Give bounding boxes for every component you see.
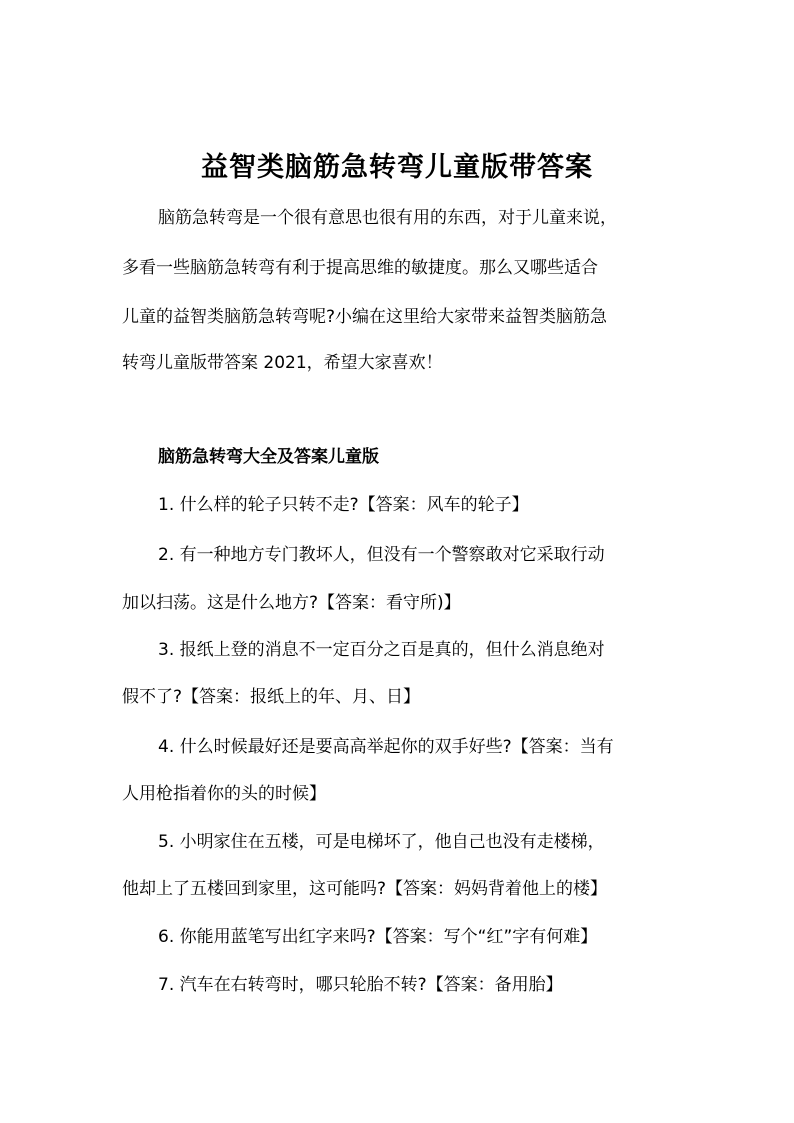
riddle-1: 1. 什么样的轮子只转不走?【答案：风车的轮子】 [158,495,529,515]
riddle-2-line-2: 加以扫荡。这是什么地方?【答案：看守所)】 [122,593,461,613]
riddle-2-line-1: 2. 有一种地方专门教坏人，但没有一个警察敢对它采取行动 [158,545,605,565]
section-heading: 脑筋急转弯大全及答案儿童版 [158,447,379,467]
riddle-4-line-2: 人用枪指着你的头的时候】 [122,784,326,804]
intro-line-4: 转弯儿童版带答案 2021，希望大家喜欢！ [122,353,443,373]
document-title: 益智类脑筋急转弯儿童版带答案 [201,152,593,183]
intro-line-3: 儿童的益智类脑筋急转弯呢?小编在这里给大家带来益智类脑筋急 [122,307,608,327]
riddle-5-line-1: 5. 小明家住在五楼，可是电梯坏了，他自己也没有走楼梯， [158,832,605,852]
riddle-3-line-2: 假不了?【答案：报纸上的年、月、日】 [122,687,421,707]
intro-line-1: 脑筋急转弯是一个很有意思也很有用的东西，对于儿童来说， [158,208,617,228]
riddle-4-line-1: 4. 什么时候最好还是要高高举起你的双手好些?【答案：当有 [158,737,614,757]
riddle-5-line-2: 他却上了五楼回到家里，这可能吗?【答案：妈妈背着他上的楼】 [122,879,608,899]
intro-line-2: 多看一些脑筋急转弯有利于提高思维的敏捷度。那么又哪些适合 [122,258,598,278]
riddle-7: 7. 汽车在右转弯时，哪只轮胎不转?【答案：备用胎】 [158,975,563,995]
riddle-6: 6. 你能用蓝笔写出红字来吗?【答案：写个“红”字有何难】 [158,927,598,947]
riddle-3-line-1: 3. 报纸上登的消息不一定百分之百是真的，但什么消息绝对 [158,640,605,660]
